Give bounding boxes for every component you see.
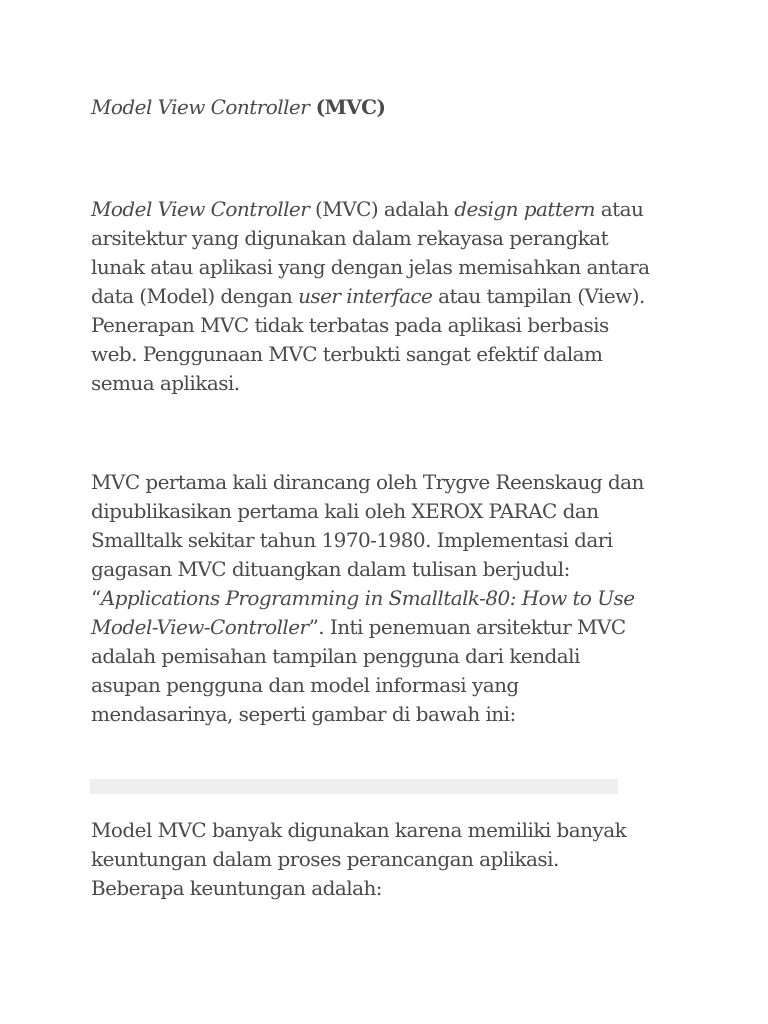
paragraph-line: semua aplikasi.	[91, 371, 240, 395]
text-run: data (Model) dengan	[91, 284, 299, 308]
paragraph-line: web. Penggunaan MVC terbukti sangat efektif dalam	[91, 342, 603, 366]
paragraph-line: keuntungan dalam proses perancangan aplikasi.	[91, 847, 559, 871]
paragraph-line: Beberapa keuntungan adalah:	[91, 876, 382, 900]
paragraph-line: lunak atau aplikasi yang dengan jelas memisahkan antara	[91, 255, 650, 279]
paragraph-line: gagasan MVC dituangkan dalam tulisan berjudul:	[91, 557, 570, 581]
paragraph-line	[91, 282, 691, 311]
text-run: atau	[595, 197, 644, 221]
italic-title: Model-View-Controller	[91, 615, 309, 639]
document-heading	[91, 93, 691, 122]
paragraph-history	[91, 468, 691, 729]
paragraph-line	[91, 195, 691, 224]
paragraph-line: Smalltalk sekitar tahun 1970-1980. Implementasi dari	[91, 528, 613, 552]
paragraph-line: Penerapan MVC tidak terbatas pada aplikasi berbasis	[91, 313, 609, 337]
paragraph-advantages	[91, 816, 691, 903]
paragraph-line	[91, 584, 691, 613]
heading-bold-text: (MVC)	[309, 95, 386, 119]
paragraph-line: asupan pengguna dan model informasi yang	[91, 673, 519, 697]
italic-term: user interface	[298, 284, 433, 308]
text-run: (MVC) adalah	[309, 197, 455, 221]
text-run: ”. Inti penemuan arsitektur MVC	[308, 615, 626, 639]
heading-line	[91, 93, 691, 122]
italic-term: design pattern	[454, 197, 595, 221]
paragraph-definition	[91, 195, 691, 398]
quote-mark: “	[91, 586, 101, 610]
paragraph-line: mendasarinya, seperti gambar di bawah ini:	[91, 702, 516, 726]
image-placeholder	[90, 779, 618, 794]
heading-italic-text: Model View Controller	[91, 95, 310, 119]
italic-title: Applications Programming in Smalltalk-80: How to Use	[100, 586, 635, 610]
paragraph-line: dipublikasikan pertama kali oleh XEROX PARAC dan	[91, 499, 599, 523]
paragraph-line	[91, 613, 691, 642]
italic-term: Model View Controller	[91, 197, 310, 221]
text-run: atau tampilan (View).	[432, 284, 645, 308]
paragraph-line: Model MVC banyak digunakan karena memiliki banyak	[91, 818, 627, 842]
paragraph-line: adalah pemisahan tampilan pengguna dari kendali	[91, 644, 580, 668]
paragraph-line: arsitektur yang digunakan dalam rekayasa perangkat	[91, 226, 609, 250]
paragraph-line: MVC pertama kali dirancang oleh Trygve Reenskaug dan	[91, 470, 644, 494]
